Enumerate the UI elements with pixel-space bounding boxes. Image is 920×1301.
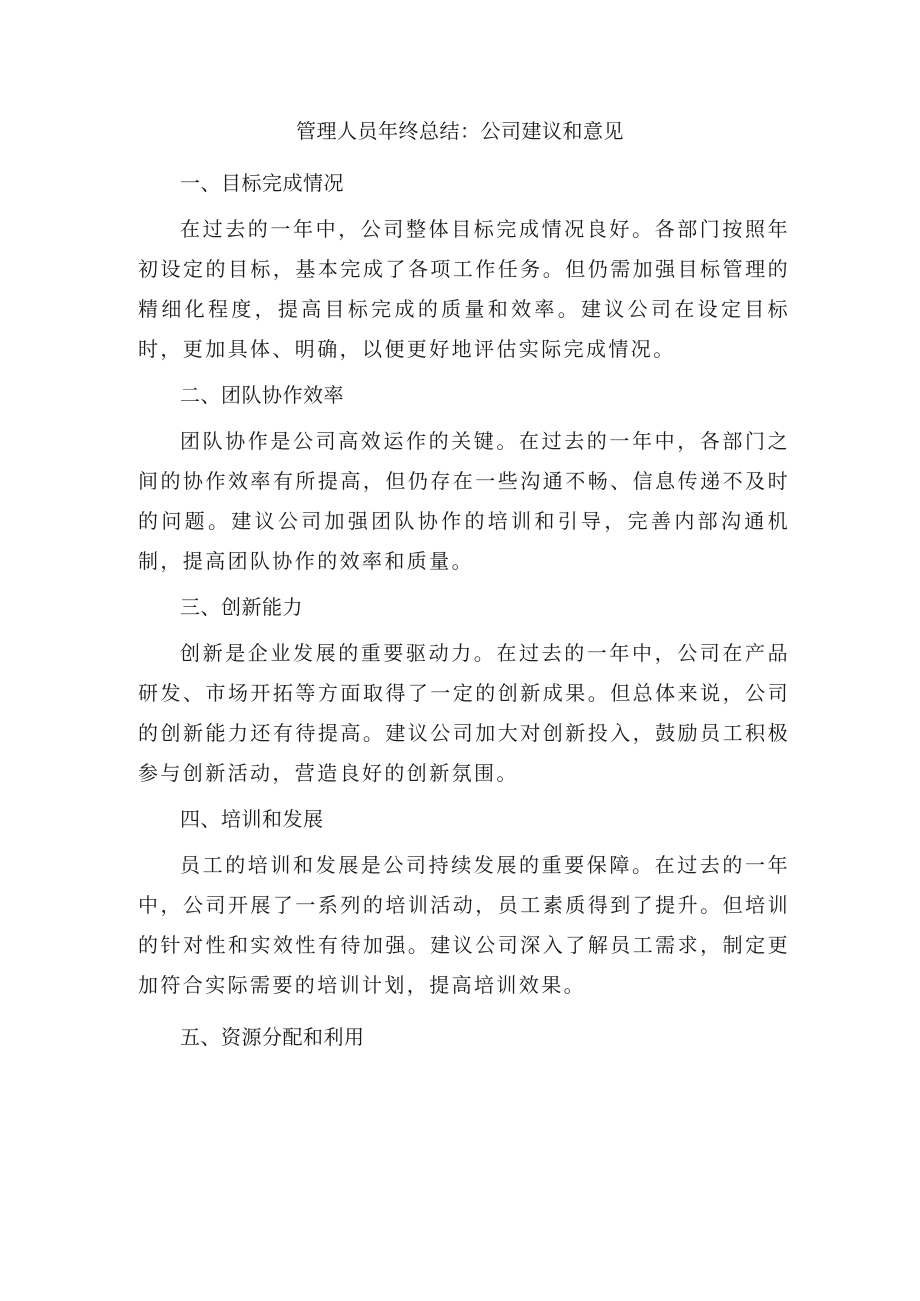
section-paragraph-goals: 在过去的一年中，公司整体目标完成情况良好。各部门按照年初设定的目标，基本完成了各项工作任务。但仍需加强目标管理的精细化程度，提高目标完成的质量和效率。建议公司在设定目标时，更加具体、明确，以便更好地评估实际完成情况。 — [138, 217, 790, 361]
document-body — [138, 163, 790, 1057]
section-paragraph-training: 员工的培训和发展是公司持续发展的重要保障。在过去的一年中，公司开展了一系列的培训活动，员工素质得到了提升。但培训的针对性和实效性有待加强。建议公司深入了解员工需求，制定更加符合实际需要的培训计划，提高培训效果。 — [138, 853, 790, 997]
section-heading-resources: 五、资源分配和利用 — [180, 1025, 365, 1049]
section-heading-goals: 一、目标完成情况 — [180, 171, 344, 195]
document-title: 管理人员年终总结：公司建议和意见 — [296, 119, 624, 143]
section-paragraph-teamwork: 团队协作是公司高效运作的关键。在过去的一年中，各部门之间的协作效率有所提高，但仍存在一些沟通不畅、信息传递不及时的问题。建议公司加强团队协作的培训和引导，完善内部沟通机制，提高团队协作的效率和质量。 — [138, 429, 790, 573]
section-heading-training: 四、培训和发展 — [180, 807, 324, 831]
section-paragraph-innovation: 创新是企业发展的重要驱动力。在过去的一年中，公司在产品研发、市场开拓等方面取得了一定的创新成果。但总体来说，公司的创新能力还有待提高。建议公司加大对创新投入，鼓励员工积极参与创新活动，营造良好的创新氛围。 — [138, 641, 790, 785]
section-heading-teamwork: 二、团队协作效率 — [180, 383, 344, 407]
section-heading-innovation: 三、创新能力 — [180, 595, 303, 619]
